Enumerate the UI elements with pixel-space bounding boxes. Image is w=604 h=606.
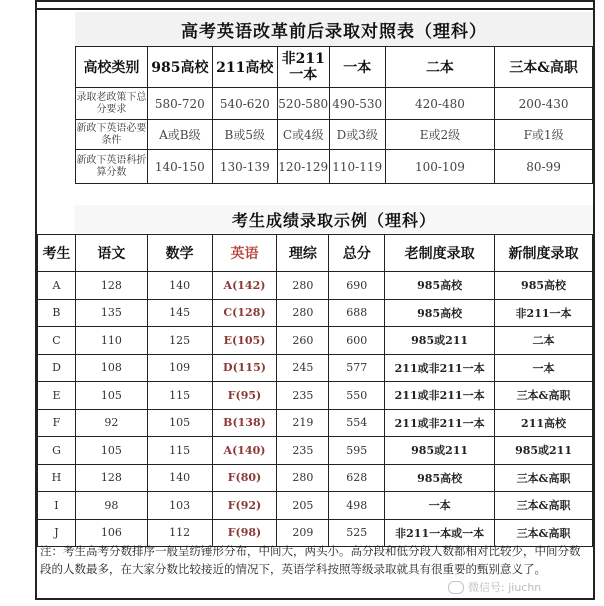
upper-header-cell: 一本 (329, 47, 385, 88)
table-cell: 128 (75, 272, 147, 300)
table-cell: 80-99 (495, 150, 593, 184)
table-cell: F(92) (212, 492, 277, 520)
table-cell: 115 (147, 382, 212, 410)
upper-header-cell: 211高校 (212, 47, 277, 88)
table-cell: 235 (277, 437, 329, 465)
table-cell: 108 (75, 354, 147, 382)
table-row (38, 492, 593, 520)
table-cell: 一本 (385, 492, 495, 520)
table-row (38, 299, 593, 327)
table-cell: C (38, 327, 76, 355)
table-cell: 92 (75, 409, 147, 437)
table-cell: 100-109 (385, 150, 495, 184)
table-cell: 280 (277, 272, 329, 300)
table-cell: 98 (75, 492, 147, 520)
table-cell: 140 (147, 272, 212, 300)
table-cell: E(105) (212, 327, 277, 355)
table-cell: 三本&高职 (495, 492, 593, 520)
table-cell: 577 (329, 354, 385, 382)
table-cell: B(138) (212, 409, 277, 437)
table-cell: 209 (277, 519, 329, 547)
table-cell: 非211一本 (495, 299, 593, 327)
upper-header-cell: 985高校 (147, 47, 212, 88)
table-cell: 205 (277, 492, 329, 520)
table-cell: 三本&高职 (495, 464, 593, 492)
table-row (38, 409, 593, 437)
table-cell: 135 (75, 299, 147, 327)
table-cell: 235 (277, 382, 329, 410)
table-cell: 985或211 (385, 327, 495, 355)
table-cell: 103 (147, 492, 212, 520)
table-cell: 690 (329, 272, 385, 300)
table-cell: 688 (329, 299, 385, 327)
table-cell: 三本&高职 (495, 519, 593, 547)
table-cell: F(98) (212, 519, 277, 547)
table-cell: A(140) (212, 437, 277, 465)
student-example-table (37, 234, 593, 547)
lower-header-cell: 考生 (38, 235, 76, 272)
upper-header-row (76, 47, 593, 88)
table-cell: I (38, 492, 76, 520)
table-cell: 490-530 (329, 88, 385, 120)
row-label: 录取老政策下总分要求 (76, 88, 148, 120)
table-cell: 一本 (495, 354, 593, 382)
table-cell: D或3级 (329, 120, 385, 150)
table-cell: 110 (75, 327, 147, 355)
table-cell: 140 (147, 464, 212, 492)
table-cell: 120-129 (277, 150, 329, 184)
watermark-text: 微信号: jiuchn (468, 581, 542, 594)
table-cell: 145 (147, 299, 212, 327)
table-cell: 106 (75, 519, 147, 547)
table-cell: 985或211 (385, 437, 495, 465)
table-cell: E或2级 (385, 120, 495, 150)
table-cell: E (38, 382, 76, 410)
lower-header-cell: 总分 (329, 235, 385, 272)
table-cell: 109 (147, 354, 212, 382)
lower-header-cell: 语文 (75, 235, 147, 272)
row-label: 新政下英语必要条件 (76, 120, 148, 150)
table-cell: 211或非211一本 (385, 354, 495, 382)
lower-header-row (38, 235, 593, 272)
table-cell: 580-720 (147, 88, 212, 120)
footnote: 注：考生高考分数排序一般呈纺锤形分布，中间大，两头小。高分段和低分段人数都相对比较少，中间分数段的人数最多，在大家分数比较接近的情况下，英语学科按照等级录取就具有很重要的甄别意义了。 (40, 544, 581, 576)
watermark (448, 579, 541, 595)
lower-header-cell: 老制度录取 (385, 235, 495, 272)
table-cell: C(128) (212, 299, 277, 327)
table-cell: 628 (329, 464, 385, 492)
table-cell: C或4级 (277, 120, 329, 150)
table-cell: 105 (147, 409, 212, 437)
table-cell: G (38, 437, 76, 465)
wechat-icon (448, 581, 464, 594)
table-cell: 600 (329, 327, 385, 355)
table-cell: 260 (277, 327, 329, 355)
table-cell: 130-139 (212, 150, 277, 184)
table-cell: 985高校 (495, 272, 593, 300)
table-cell: 110-119 (329, 150, 385, 184)
table-row (38, 437, 593, 465)
table-cell: 105 (75, 437, 147, 465)
upper-row-old-policy (76, 88, 593, 120)
table-cell: F(80) (212, 464, 277, 492)
table-cell: 520-580 (277, 88, 329, 120)
table-row (38, 272, 593, 300)
upper-header-cell: 非211 一本 (277, 47, 329, 88)
section-title: 考生成绩录取示例（理科） (75, 205, 593, 233)
table-cell: A或B级 (147, 120, 212, 150)
table-row (38, 354, 593, 382)
table-cell: 540-620 (212, 88, 277, 120)
page-title: 高考英语改革前后录取对照表（理科） (75, 12, 593, 46)
upper-header-cell: 二本 (385, 47, 495, 88)
lower-header-cell: 新制度录取 (495, 235, 593, 272)
table-cell: 140-150 (147, 150, 212, 184)
table-cell: B或5级 (212, 120, 277, 150)
frame-top (35, 0, 595, 8)
table-cell: 525 (329, 519, 385, 547)
table-row (38, 382, 593, 410)
upper-header-cell: 高校类别 (76, 47, 148, 88)
table-cell: 200-430 (495, 88, 593, 120)
table-cell: 985高校 (385, 464, 495, 492)
table-cell: 211或非211一本 (385, 409, 495, 437)
table-row (38, 327, 593, 355)
table-cell: 280 (277, 299, 329, 327)
row-label: 新政下英语科折算分数 (76, 150, 148, 184)
table-cell: 985高校 (385, 299, 495, 327)
table-cell: 105 (75, 382, 147, 410)
table-cell: H (38, 464, 76, 492)
table-cell: A(142) (212, 272, 277, 300)
table-cell: 非211一本或一本 (385, 519, 495, 547)
table-cell: A (38, 272, 76, 300)
table-cell: 112 (147, 519, 212, 547)
table-cell: F (38, 409, 76, 437)
table-cell: 125 (147, 327, 212, 355)
table-cell: 211或非211一本 (385, 382, 495, 410)
table-cell: 550 (329, 382, 385, 410)
table-cell: B (38, 299, 76, 327)
table-cell: 211高校 (495, 409, 593, 437)
table-cell: 595 (329, 437, 385, 465)
table-cell: 554 (329, 409, 385, 437)
table-row (38, 464, 593, 492)
lower-header-cell: 理综 (277, 235, 329, 272)
table-cell: F(95) (212, 382, 277, 410)
table-cell: F或1级 (495, 120, 593, 150)
table-cell: 985或211 (495, 437, 593, 465)
table-cell: 280 (277, 464, 329, 492)
table-cell: D (38, 354, 76, 382)
table-cell: 219 (277, 409, 329, 437)
table-cell: D(115) (212, 354, 277, 382)
upper-header-cell: 三本&高职 (495, 47, 593, 88)
table-cell: 128 (75, 464, 147, 492)
table-cell: 985高校 (385, 272, 495, 300)
table-cell: 245 (277, 354, 329, 382)
upper-row-english-condition (76, 120, 593, 150)
lower-header-cell: 数学 (147, 235, 212, 272)
table-cell: J (38, 519, 76, 547)
admission-comparison-table (75, 46, 593, 184)
upper-row-english-score (76, 150, 593, 184)
table-cell: 498 (329, 492, 385, 520)
table-cell: 420-480 (385, 88, 495, 120)
table-cell: 二本 (495, 327, 593, 355)
lower-header-cell: 英语 (212, 235, 277, 272)
table-cell: 115 (147, 437, 212, 465)
table-cell: 三本&高职 (495, 382, 593, 410)
